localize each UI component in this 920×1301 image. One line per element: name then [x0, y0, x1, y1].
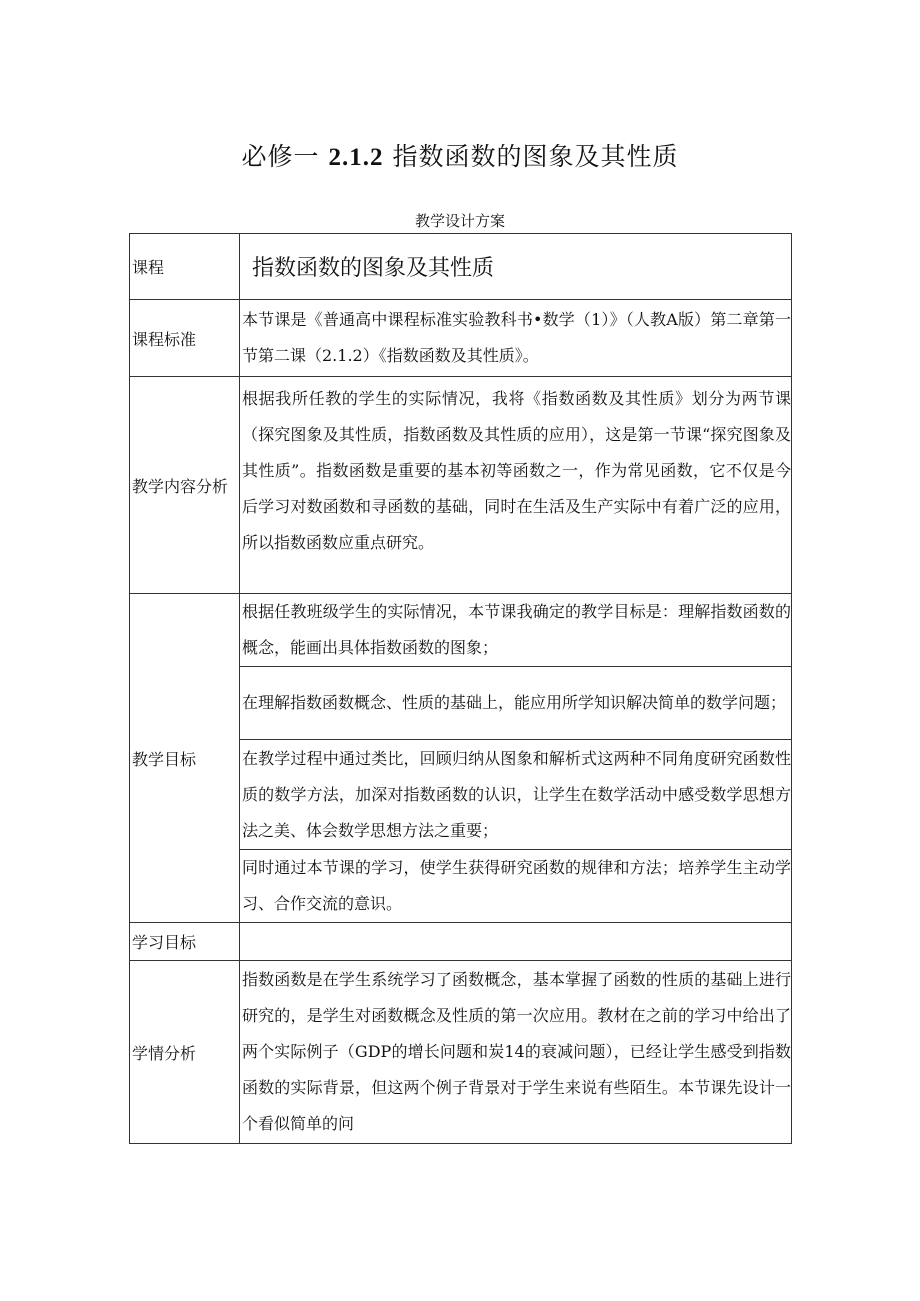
row-objective-1 — [130, 594, 792, 667]
document-title — [0, 140, 920, 175]
standard-value: 本节课是《普通高中课程标准实验教科书•数学（1）》（人教A版）第二章第一节第二课（2.1.2）《指数函数及其性质》。 — [240, 300, 792, 377]
learning-goals-label: 学习目标 — [130, 923, 240, 961]
course-label: 课程 — [130, 234, 240, 300]
standard-label: 课程标准 — [130, 300, 240, 377]
title-suffix: 指数函数的图象及其性质 — [392, 142, 679, 171]
row-standard — [130, 300, 792, 377]
objective-item: 在理解指数函数概念、性质的基础上，能应用所学知识解决简单的数学问题； — [240, 667, 792, 740]
student-analysis-value: 指数函数是在学生系统学习了函数概念，基本掌握了函数的性质的基础上进行研究的，是学生对函数概念及性质的第一次应用。教材在之前的学习中给出了两个实际例子（GDP的增长问题和炭14的衰减问题），已经让学生感受到指数函数的实际背景，但这两个例子背景对于学生来说有些陌生。本节课先设计一个看似简单的问 — [240, 961, 792, 1144]
row-learning-goals — [130, 923, 792, 961]
objectives-label: 教学目标 — [130, 594, 240, 923]
title-prefix: 必修一 — [241, 142, 320, 171]
course-value: 指数函数的图象及其性质 — [240, 234, 792, 300]
objective-item: 同时通过本节课的学习，使学生获得研究函数的规律和方法；培养学生主动学习、合作交流的意识。 — [240, 850, 792, 923]
content-analysis-label: 教学内容分析 — [130, 377, 240, 594]
row-content-analysis — [130, 377, 792, 594]
table-caption: 教学设计方案 — [414, 212, 505, 230]
learning-goals-value — [240, 923, 792, 961]
student-analysis-label: 学情分析 — [130, 961, 240, 1144]
row-course — [130, 234, 792, 300]
title-number: 2.1.2 — [328, 144, 384, 171]
content-analysis-value: 根据我所任教的学生的实际情况，我将《指数函数及其性质》划分为两节课（探究图象及其性质，指数函数及其性质的应用），这是第一节课“探究图象及其性质”。指数函数是重要的基本初等函数之一，作为常见函数，它不仅是今后学习对数函数和寻函数的基础，同时在生活及生产实际中有着广泛的应用，所以指数函数应重点研究。 — [240, 377, 792, 594]
objective-item: 在教学过程中通过类比，回顾归纳从图象和解析式这两种不同角度研究函数性质的数学方法，加深对指数函数的认识，让学生在数学活动中感受数学思想方法之美、体会数学思想方法之重要； — [240, 740, 792, 850]
lesson-plan-table — [129, 233, 792, 1144]
row-student-analysis — [130, 961, 792, 1144]
objective-item: 根据任教班级学生的实际情况，本节课我确定的教学目标是：理解指数函数的概念，能画出具体指数函数的图象； — [240, 594, 792, 667]
